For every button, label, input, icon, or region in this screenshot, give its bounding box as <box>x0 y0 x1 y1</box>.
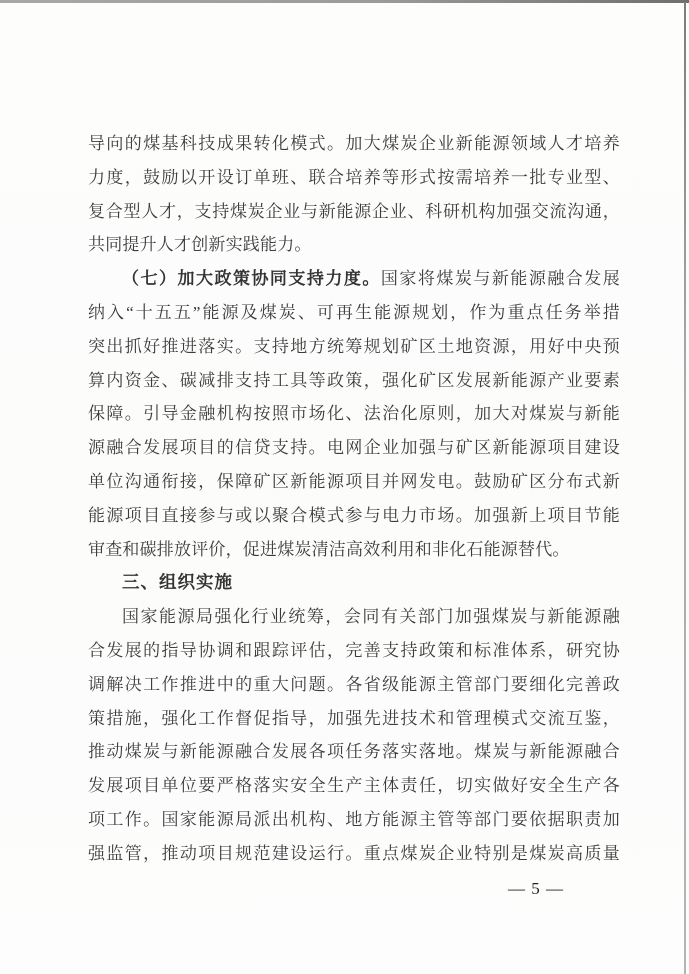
text-line <box>88 499 620 533</box>
text-segment: 调解决工作推进中的重大问题。各省级能源主管部门要细化完善政 <box>88 674 620 694</box>
text-line <box>88 431 620 465</box>
text-segment: 单位沟通衔接，保障矿区新能源项目并网发电。鼓励矿区分布式新 <box>88 471 620 491</box>
text-segment: 项工作。国家能源局派出机构、地方能源主管等部门要依据职责加 <box>88 809 620 829</box>
text-line <box>88 330 620 364</box>
text-segment: 纳入“十五五”能源及煤炭、可再生能源规划，作为重点任务举措 <box>88 302 620 322</box>
text-segment: 能源项目直接参与或以聚合模式参与电力市场。加强新上项目节能 <box>88 505 620 525</box>
text-line <box>88 195 620 229</box>
text-line <box>88 533 620 567</box>
text-segment: 复合型人才，支持煤炭企业与新能源企业、科研机构加强交流沟通， <box>88 201 620 221</box>
text-segment: 共同提升人才创新实践能力。 <box>88 235 312 255</box>
text-line <box>88 837 620 871</box>
text-line <box>88 296 620 330</box>
bold-text-segment: 三、组织实施 <box>122 572 233 593</box>
text-line <box>88 127 620 161</box>
text-line <box>88 769 620 803</box>
text-line <box>88 600 620 634</box>
bold-text-segment: （七）加大政策协同支持力度。 <box>122 269 381 289</box>
text-line <box>88 364 620 398</box>
text-segment: 发展项目单位要严格落实安全生产主体责任，切实做好安全生产各 <box>88 776 620 796</box>
text-segment: 强监管，推动项目规范建设运行。重点煤炭企业特别是煤炭高质量 <box>88 843 620 863</box>
text-line <box>88 262 620 296</box>
text-line <box>88 702 620 736</box>
text-segment: 国家能源局强化行业统筹，会同有关部门加强煤炭与新能源融 <box>122 607 620 627</box>
text-segment: 推动煤炭与新能源融合发展各项任务落实落地。煤炭与新能源融合 <box>88 742 620 762</box>
text-line <box>88 634 620 668</box>
text-line <box>88 668 620 702</box>
scan-edge-top-line <box>0 0 689 3</box>
text-segment: 保障。引导金融机构按照市场化、法治化原则，加大对煤炭与新能 <box>88 404 620 424</box>
page-number: — 5 — <box>508 879 564 898</box>
text-line <box>88 803 620 837</box>
text-segment: 合发展的指导协调和跟踪评估，完善支持政策和标准体系，研究协 <box>88 640 620 660</box>
text-segment: 算内资金、碳减排支持工具等政策，强化矿区发展新能源产业要素 <box>88 370 620 390</box>
text-line <box>88 397 620 431</box>
text-line <box>88 228 620 262</box>
text-segment: 力度，鼓励以开设订单班、联合培养等形式按需培养一批专业型、 <box>88 167 620 187</box>
section-heading <box>88 566 620 600</box>
text-segment: 审查和碳排放评价，促进煤炭清洁高效利用和非化石能源替代。 <box>88 539 570 559</box>
text-line <box>88 161 620 195</box>
text-segment: 源融合发展项目的信贷支持。电网企业加强与矿区新能源项目建设 <box>88 438 620 458</box>
text-line <box>88 465 620 499</box>
text-segment: 导向的煤基科技成果转化模式。加大煤炭企业新能源领域人才培养 <box>88 134 620 153</box>
text-segment: 突出抓好推进落实。支持地方统筹规划矿区土地资源，用好中央预 <box>88 336 620 356</box>
text-segment: 策措施，强化工作督促指导，加强先进技术和管理模式交流互鉴， <box>88 708 620 728</box>
text-segment: 国家将煤炭与新能源融合发展 <box>380 269 620 289</box>
text-line <box>88 735 620 769</box>
scan-edge-right-line <box>684 2 686 974</box>
document-body <box>88 127 620 871</box>
